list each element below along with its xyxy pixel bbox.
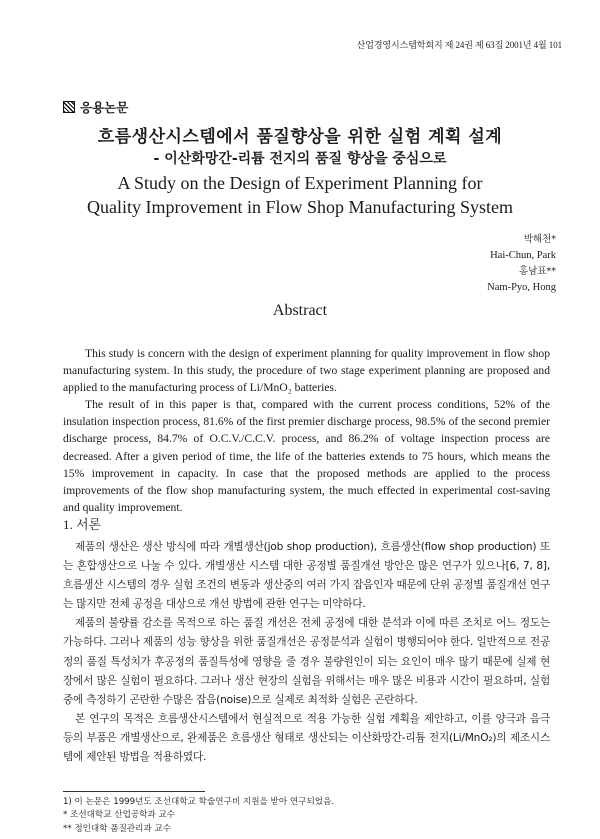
korean-title: 흐름생산시스템에서 품질향상을 위한 실험 계획 설계: [97, 127, 503, 147]
abstract-body: [63, 345, 550, 516]
running-header: 산업경영시스템학회지 제 24권 제 63집 2001년 4월 101: [356, 40, 562, 50]
abstract-paragraph-1: This study is concern with the design of experiment planning for quality improvement in flow shop manufacturing system. In this study, the procedure of two stage experiment planning are proposed and applied to the manufacturing process of Li/MnO₂ batteries.: [63, 347, 550, 395]
section-1-paragraph-3: 본 연구의 목적은 흐름생산시스템에서 현실적으로 적용 가능한 실험 계획을 제안하고, 이를 양극과 음극 등의 부품은 개별생산으로, 완제품은 흐름생산 형태로 생산되는 이산화망간-리튬 전지(Li/MnO₂)의 제조시스템에 제안된 방법을 적용하였다.: [63, 712, 550, 764]
section-1-heading: 1. 서론: [63, 517, 102, 532]
footnotes: [63, 796, 550, 836]
english-title-line-1: A Study on the Design of Experiment Planning for: [117, 173, 483, 193]
author-2-korean-name: 홍남표**: [518, 266, 556, 277]
section-1-paragraph-1: 제품의 생산은 생산 방식에 따라 개별생산(job shop production), 흐름생산(flow shop production) 또는 혼합생산으로 나눌 수 있다. 개별생산 시스템 대한 공정별 품질개선 방안은 많은 연구가 있으나[6, 7, 8], 흐름생산 시스템의 경우 실험 조건의 변동과 생산중의 여러 가지 잡음인자 때문에 단위 공정별 품질개선 연구는 많지만 전체 공정을 대상으로 개선 방법에 관한 연구는 미약하다.: [63, 541, 550, 611]
korean-subtitle: - 이산화망간-리튬 전지의 품질 향상을 중심으로: [153, 151, 447, 167]
section-1-paragraph-2: 제품의 불량률 감소를 목적으로 하는 품질 개선은 전체 공정에 대한 분석과 이에 따른 조치로 어느 정도는 가능하다. 그러나 제품의 성능 향상을 위한 품질개선은 공정분석과 실험이 병행되어야 한다. 일반적으로 전공정의 품질 특성치가 후공정의 품질특성에 영향을 줄 경우 불량원인이 되는 요인이 매우 많기 때문에 실제 현장에서 많은 실험이 필요하다. 그러나 생산 현장의 실험을 위해서는 매우 많은 비용과 시간이 필요하며, 실험 중에 측정하기 곤란한 수많은 잡음(noise)으로 실제로 최적화 실험은 곤란하다.: [63, 617, 550, 706]
footnote-3: ** 정인대학 품질관리과 교수: [63, 823, 172, 834]
category-marker-icon: [63, 101, 75, 113]
author-1-korean-name: 박해천*: [523, 234, 556, 245]
author-1-english-name: Hai-Chun, Park: [490, 250, 556, 261]
footnote-divider: [63, 791, 205, 792]
footnote-1: 1) 이 논문은 1999년도 조선대학교 학술연구비 지원을 받아 연구되었음.: [63, 797, 335, 807]
author-block: [487, 232, 556, 296]
english-title: [0, 171, 600, 219]
english-title-line-2: Quality Improvement in Flow Shop Manufacturing System: [87, 197, 513, 217]
article-category: [63, 98, 128, 116]
abstract-paragraph-2: The result of in this paper is that, compared with the current process conditions, 52% of the insulation inspection process, 81.6% of the first premier discharge process, 98.5% of the second premier discharge process, 84.7% of O.C.V./C.C.V. process, and 86.2% of voltage inspection process are decreased. After a given period of time, the life of the batteries extends to 75 hours, which means the 15% improvement in capacity. In case that the proposed methods are applied to the process improvements of the flow shop manufacturing system, the much effected in experimental cost-saving and quality improvement.: [63, 398, 550, 514]
author-2-english-name: Nam-Pyo, Hong: [487, 282, 556, 293]
footnote-2: * 조선대학교 산업공학과 교수: [63, 810, 176, 821]
abstract-heading: Abstract: [272, 302, 328, 319]
section-1-body: [63, 538, 550, 767]
category-label: 응용논문: [80, 100, 129, 115]
